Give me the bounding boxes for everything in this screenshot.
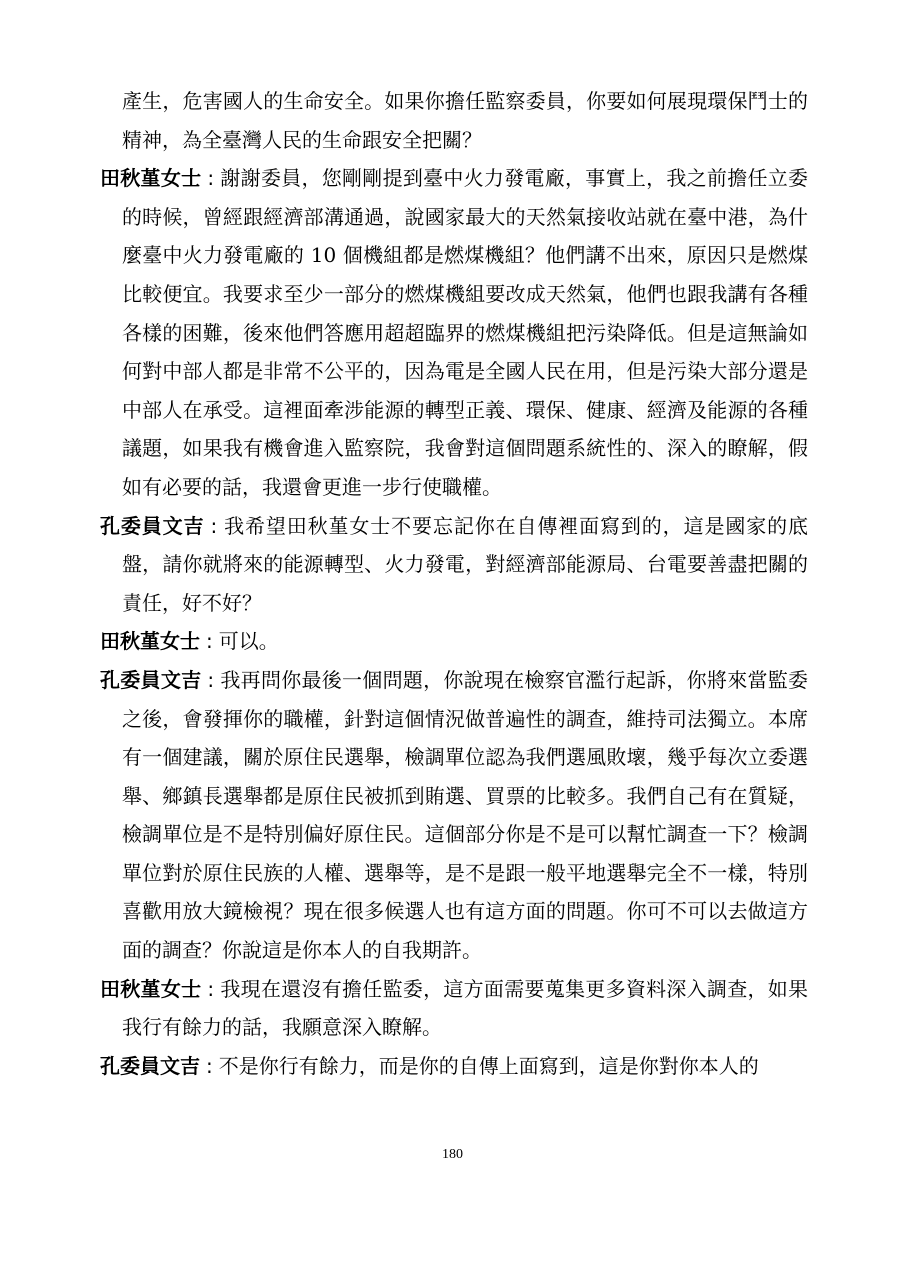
transcript-entry [100, 622, 808, 661]
transcript-entry [100, 661, 808, 970]
speech-text: 謝謝委員，您剛剛提到臺中火力發電廠，事實上，我之前擔任立委的時候，曾經跟經濟部溝通過，說國家最大的天然氣接收站就在臺中港，為什麼臺中火力發電廠的 10 個機組都是燃煤機組？他們講不出來，原因只是燃煤比較便宜。我要求至少一部分的燃煤機組要改成天然氣，他們也跟我講有各種各樣的困難，後來他們答應用超超臨界的燃煤機組把污染降低。但是這無論如何對中部人都是非常不公平的，因為電是全國人民在用，但是污染大部分還是中部人在承受。這裡面牽涉能源的轉型正義、環保、健康、經濟及能源的各種議題，如果我有機會進入監察院，我會對這個問題系統性的、深入的瞭解，假如有必要的話，我還會更進一步行使職權。 [122, 166, 809, 499]
transcript-entry [100, 1047, 808, 1086]
speaker-name: 孔委員文吉 [100, 1053, 200, 1078]
speech-text: 我再問你最後一個問題，你說現在檢察官濫行起訴，你將來當監委之後，會發揮你的職權，針對這個情況做普遍性的調查，維持司法獨立。本席有一個建議，關於原住民選舉，檢調單位認為我們選風敗壞，幾乎每次立委選舉、鄉鎮長選舉都是原住民被抓到賄選、買票的比較多。我們自己有在質疑，檢調單位是不是特別偏好原住民。這個部分你是不是可以幫忙調查一下？檢調單位對於原住民族的人權、選舉等，是不是跟一般平地選舉完全不一樣，特別喜歡用放大鏡檢視？現在很多候選人也有這方面的問題。你可不可以去做這方面的調查？你說這是你本人的自我期許。 [122, 667, 809, 963]
page-number: 180 [442, 1147, 463, 1162]
transcript-entry [100, 970, 808, 1047]
speaker-name: 孔委員文吉 [100, 513, 205, 538]
speaker-name: 田秋堇女士 [100, 629, 200, 654]
continued-text: 產生，危害國人的生命安全。如果你擔任監察委員，你要如何展現環保鬥士的精神，為全臺灣人民的生命跟安全把關？ [122, 89, 808, 152]
speaker-separator: : [207, 976, 215, 1001]
speech-text: 不是你行有餘力，而是你的自傳上面寫到，這是你對你本人的 [218, 1053, 759, 1078]
transcript-entry [100, 159, 808, 506]
speaker-separator: : [210, 513, 218, 538]
speaker-separator: : [206, 1053, 213, 1078]
speaker-name: 田秋堇女士 [100, 976, 202, 1001]
speaker-name: 田秋堇女士 [100, 166, 202, 191]
speaker-separator: : [207, 166, 215, 191]
speech-text: 可以。 [218, 629, 279, 654]
speaker-separator: : [207, 667, 215, 692]
speaker-name: 孔委員文吉 [100, 667, 202, 692]
speech-text: 我現在還沒有擔任監委，這方面需要蒐集更多資料深入調查，如果我行有餘力的話，我願意深入瞭解。 [122, 976, 809, 1040]
speaker-separator: : [206, 629, 213, 654]
transcript-body [100, 82, 808, 1085]
continued-paragraph [100, 82, 808, 159]
speech-text: 我希望田秋堇女士不要忘記你在自傳裡面寫到的，這是國家的底盤，請你就將來的能源轉型、火力發電，對經濟部能源局、台電要善盡把關的責任，好不好？ [122, 513, 809, 615]
transcript-entry [100, 507, 808, 623]
